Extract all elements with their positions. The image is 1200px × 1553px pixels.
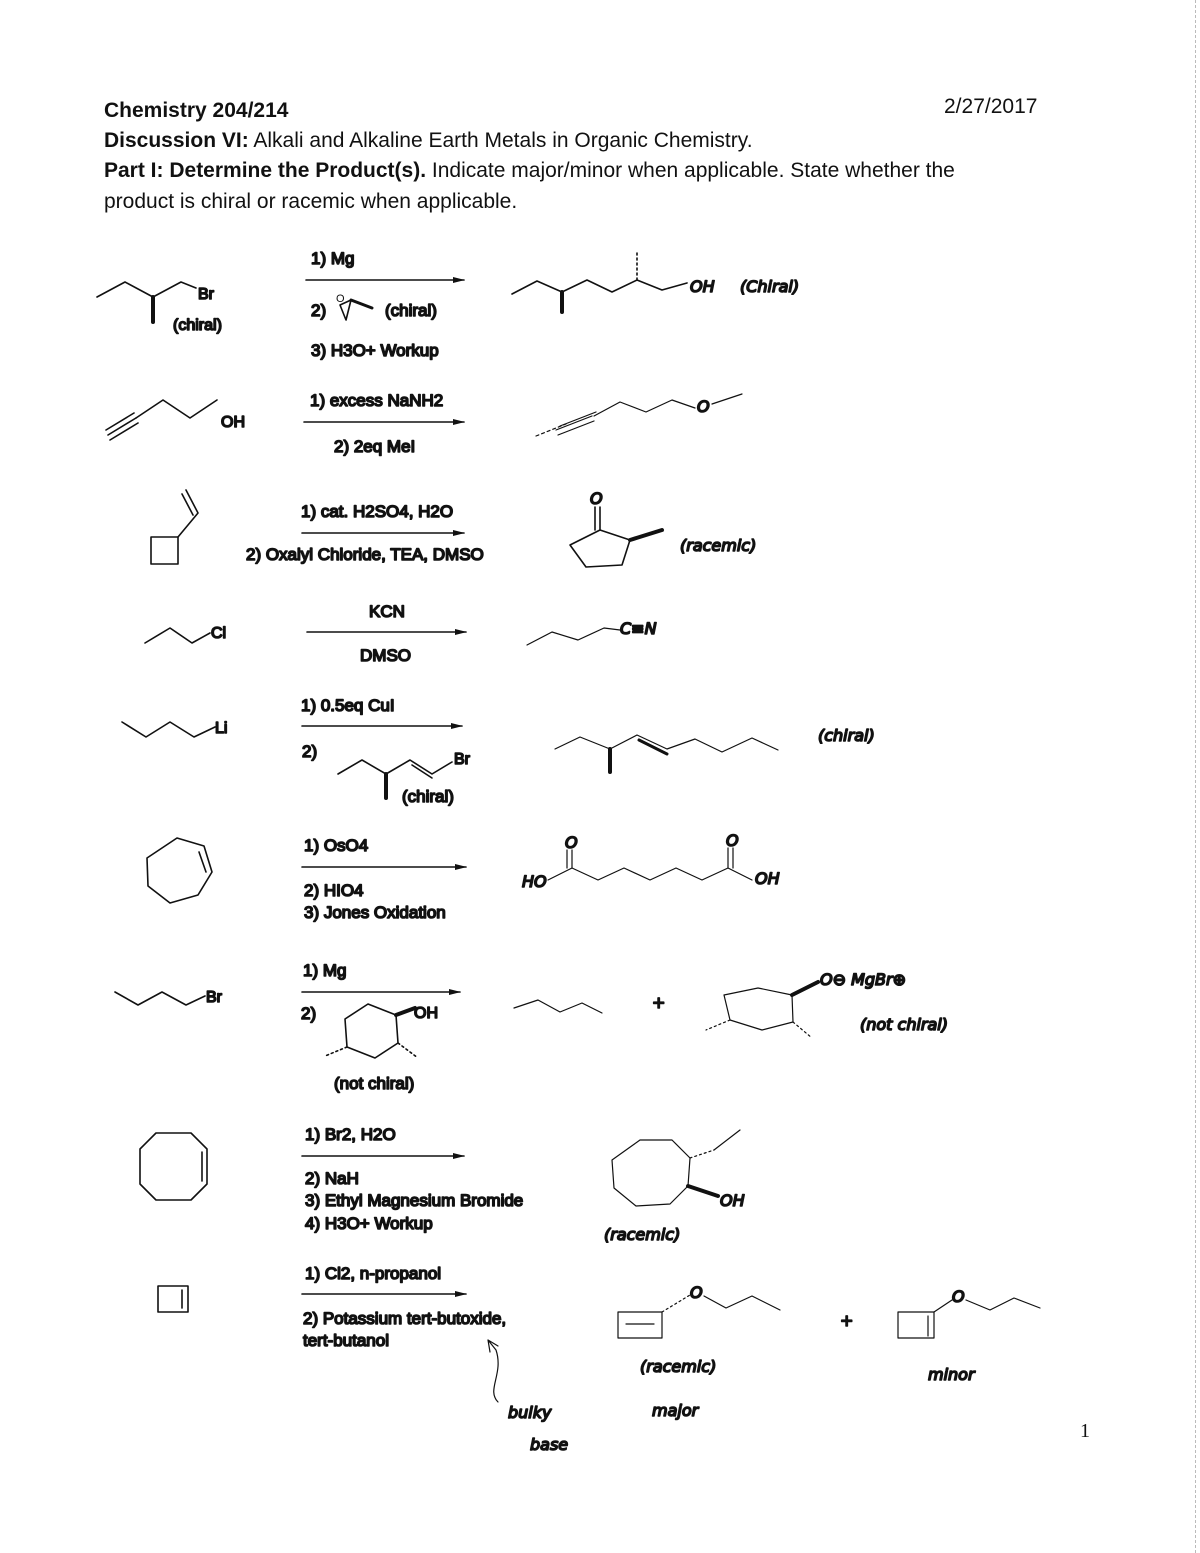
product-9-minor-skeleton bbox=[898, 1298, 1040, 1338]
product-3-note: (racemic) bbox=[680, 536, 757, 555]
r7-reagent-oh: OH bbox=[414, 1005, 438, 1022]
product-7-alkoxide-skeleton bbox=[706, 982, 818, 1038]
reactant-4-skeleton bbox=[145, 628, 210, 643]
reactant-1-br: Br bbox=[198, 286, 214, 303]
reaction-8 bbox=[140, 1125, 745, 1244]
reaction-1 bbox=[97, 249, 799, 360]
reactant-2-skeleton bbox=[106, 400, 217, 440]
svg-text:O: O bbox=[336, 293, 345, 305]
reactant-3-vinyl bbox=[178, 490, 198, 537]
r3-cond-2: 2) Oxalyl Chloride, TEA, DMSO bbox=[246, 545, 484, 564]
reactant-2-oh: OH bbox=[221, 414, 245, 431]
product-4-nitrile: C≡N bbox=[620, 619, 657, 638]
reactant-7-br: Br bbox=[206, 989, 222, 1006]
course-title: Chemistry 204/214 bbox=[104, 99, 289, 122]
product-2-skeleton bbox=[536, 394, 742, 436]
product-7-plus: + bbox=[652, 993, 666, 1012]
product-9-minor-o: O bbox=[952, 1287, 965, 1306]
r2-cond-2: 2) 2eq MeI bbox=[334, 437, 416, 456]
reaction-9 bbox=[158, 1264, 1040, 1454]
product-8-note: (racemic) bbox=[604, 1225, 681, 1244]
r9-cond-2: 2) Potassium tert-butoxide, bbox=[303, 1309, 507, 1328]
reactant-7-skeleton bbox=[115, 992, 205, 1005]
product-9-racemic: (racemic) bbox=[640, 1357, 717, 1376]
reactant-8-cyclooctene bbox=[140, 1133, 207, 1200]
reaction-4 bbox=[145, 602, 657, 665]
product-7-alkoxide: O⊖ MgBr⊕ bbox=[820, 970, 907, 989]
r1-cond-2: 2) bbox=[311, 301, 327, 320]
reaction-2 bbox=[106, 391, 742, 456]
r8-cond-2: 2) NaH bbox=[305, 1169, 359, 1188]
r8-cond-4: 4) H3O+ Workup bbox=[305, 1214, 433, 1233]
product-1-oh: OH bbox=[690, 277, 715, 296]
r4-cond-2: DMSO bbox=[360, 646, 411, 665]
r7-cond-2: 2) bbox=[301, 1004, 317, 1023]
r8-cond-3: 3) Ethyl Magnesium Bromide bbox=[305, 1191, 524, 1210]
r5-reagent-chiral: (chiral) bbox=[402, 787, 454, 806]
cyclohexanol-reagent bbox=[325, 1004, 418, 1058]
date: 2/27/2017 bbox=[944, 95, 1038, 118]
r5-reagent-br: Br bbox=[454, 751, 470, 768]
reactant-5-skeleton bbox=[122, 722, 215, 737]
product-1-note: (Chiral) bbox=[740, 277, 800, 296]
product-6-o2: O bbox=[726, 831, 739, 850]
product-4-skeleton bbox=[527, 628, 620, 645]
r5-cond-2: 2) bbox=[302, 742, 318, 761]
page-number: 1 bbox=[1080, 1420, 1090, 1442]
r8-cond-1: 1) Br2, H2O bbox=[305, 1125, 396, 1144]
note-bulky: bulky bbox=[508, 1403, 552, 1422]
product-9-minor: minor bbox=[928, 1365, 975, 1384]
part-heading: Part I: Determine the Product(s). Indicate major/minor when applicable. State whether the bbox=[104, 159, 955, 182]
r6-cond-2: 2) HIO4 bbox=[304, 881, 364, 900]
product-8-oh: OH bbox=[720, 1191, 745, 1210]
reaction-7 bbox=[115, 961, 948, 1093]
reaction-5 bbox=[122, 696, 875, 806]
discussion-heading: Discussion VI: Alkali and Alkaline Earth Metals in Organic Chemistry. bbox=[104, 129, 753, 152]
reactant-1-skeleton bbox=[97, 282, 196, 297]
r7-cond-1: 1) Mg bbox=[303, 961, 347, 980]
r6-cond-1: 1) OsO4 bbox=[304, 836, 369, 855]
epoxide-icon bbox=[336, 293, 372, 320]
r9-cond-3: tert-butanol bbox=[303, 1331, 389, 1350]
reactant-6-cycloheptene bbox=[147, 838, 212, 903]
r5-cond-1: 1) 0.5eq CuI bbox=[301, 696, 395, 715]
r2-cond-1: 1) excess NaNH2 bbox=[310, 391, 444, 410]
product-3-cyclopentanone bbox=[570, 507, 662, 567]
product-2-o: O bbox=[697, 397, 710, 416]
product-6-ho: HO bbox=[522, 872, 547, 891]
product-5-note: (chiral) bbox=[818, 726, 875, 745]
reactant-4-cl: Cl bbox=[211, 625, 227, 642]
product-9-major: major bbox=[652, 1401, 699, 1420]
part-heading-continued: product is chiral or racemic when applicable. bbox=[104, 190, 518, 213]
product-6-skeleton bbox=[548, 848, 752, 880]
r1-cond-1: 1) Mg bbox=[311, 249, 355, 268]
reaction-3 bbox=[151, 489, 756, 567]
product-5-skeleton bbox=[555, 735, 778, 772]
product-3-o: O bbox=[590, 489, 603, 508]
note-base: base bbox=[530, 1435, 569, 1454]
reactant-1-chiral: (chiral) bbox=[173, 317, 222, 334]
r7-reagent-notchiral: (not chiral) bbox=[334, 1074, 415, 1093]
bulky-base-arrow bbox=[488, 1340, 498, 1402]
reactant-9-cyclobutene bbox=[158, 1286, 188, 1312]
product-9-plus: + bbox=[840, 1311, 854, 1330]
r4-cond-1: KCN bbox=[369, 602, 405, 621]
reactant-3-cyclobutane bbox=[151, 537, 178, 564]
product-7-note: (not chiral) bbox=[860, 1015, 948, 1034]
product-6-oh: OH bbox=[755, 869, 780, 888]
r1-cond-chiral: (chiral) bbox=[385, 301, 437, 320]
reactant-5-li: Li bbox=[215, 720, 228, 737]
reaction-6 bbox=[147, 831, 780, 922]
r3-cond-1: 1) cat. H2SO4, H2O bbox=[301, 502, 454, 521]
product-9-major-o: O bbox=[690, 1283, 703, 1302]
product-7-butane bbox=[514, 1000, 602, 1013]
r6-cond-3: 3) Jones Oxidation bbox=[304, 903, 446, 922]
product-1-skeleton bbox=[512, 280, 687, 294]
r9-cond-1: 1) Cl2, n-propanol bbox=[305, 1264, 442, 1283]
r1-cond-3: 3) H3O+ Workup bbox=[311, 341, 439, 360]
product-6-o1: O bbox=[565, 833, 578, 852]
